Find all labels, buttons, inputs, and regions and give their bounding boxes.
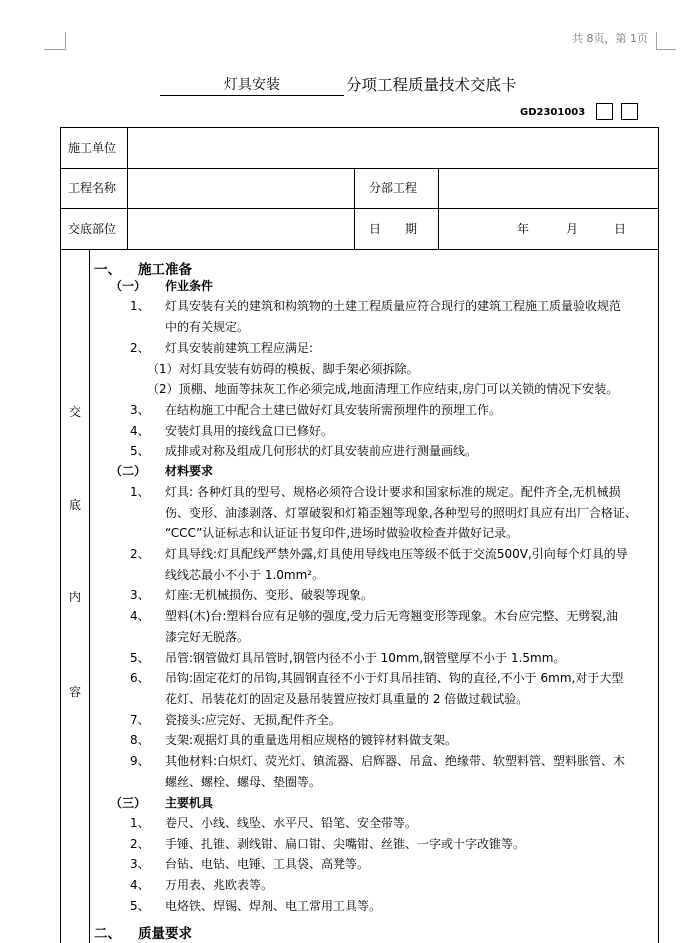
date-label: 日 期 <box>369 222 418 236</box>
date-day-label: 日 <box>614 222 627 236</box>
section-number: 一、 <box>94 262 121 278</box>
item-number: 7、 <box>130 713 150 727</box>
side-label-char: 底 <box>68 498 81 512</box>
item-number: 2、 <box>130 837 150 851</box>
subsection-heading: 主要机具 <box>165 796 214 810</box>
item-text: 灯具: 各种灯具的型号、规格必须符合设计要求和国家标准的规定。配件齐全,无机械损 <box>165 485 621 499</box>
item-text: 塑料(木)台:塑料台应有足够的强度,受力后无弯翘变形等现象。木台应完整、无劈裂,油 <box>165 609 619 623</box>
item-text: 中的有关规定。 <box>165 320 250 334</box>
page-indicator: 共 8页，第 1页 <box>572 32 648 45</box>
side-label-char: 内 <box>68 590 81 604</box>
divider <box>61 249 658 250</box>
title-subject-field: 灯具安装 <box>160 74 344 96</box>
item-number: 1、 <box>130 816 150 830</box>
item-number: 4、 <box>130 424 150 438</box>
item-text: 吊管:钢管做灯具吊管时,钢管内径不小于 10mm,钢管壁厚不小于 1.5mm。 <box>165 651 566 665</box>
subsection-number: （三） <box>110 796 147 810</box>
item-text: “CCC”认证标志和认证证书复印件,进场时做验收检查并做好记录。 <box>165 526 519 540</box>
divider <box>61 168 658 169</box>
item-number: 3、 <box>130 403 150 417</box>
divider <box>89 249 90 943</box>
title-main-text: 分项工程质量技术交底卡 <box>346 76 517 94</box>
checkbox-2[interactable] <box>621 103 638 120</box>
side-label-char: 容 <box>68 685 81 699</box>
item-number: 6、 <box>130 671 150 685</box>
item-text: 万用表、兆欧表等。 <box>165 878 274 892</box>
item-number: 3、 <box>130 588 150 602</box>
item-number: 2、 <box>130 547 150 561</box>
item-text: 螺丝、螺栓、螺母、垫圈等。 <box>165 775 322 789</box>
item-text: 灯具安装前建筑工程应满足: <box>165 341 314 355</box>
item-number: 8、 <box>130 733 150 747</box>
page-corner-mark-right <box>656 32 676 50</box>
item-number: 5、 <box>130 651 150 665</box>
subsection-number: （一） <box>110 279 147 293</box>
item-number: 4、 <box>130 878 150 892</box>
document-code: GD2301003 <box>520 107 586 118</box>
item-number: 4、 <box>130 609 150 623</box>
item-number: 5、 <box>130 899 150 913</box>
page-corner-mark-left <box>44 32 66 50</box>
item-text: 成排或对称及组成几何形状的灯具安装前应进行测量画线。 <box>165 444 478 458</box>
item-text: 灯具安装有关的建筑和构筑物的土建工程质量应符合现行的建筑工程施工质量验收规范 <box>165 299 622 313</box>
item-number: 1、 <box>130 485 150 499</box>
item-number: 2、 <box>130 341 150 355</box>
handover-part-label: 交底部位 <box>68 222 117 236</box>
subsection-heading: 作业条件 <box>165 279 214 293</box>
section-heading: 质量要求 <box>138 926 192 942</box>
date-month-label: 月 <box>566 222 579 236</box>
item-text: 吊钩:固定花灯的吊钩,其圆钢直径不小于灯具吊挂销、钩的直径,不小于 6mm,对于大型 <box>165 671 624 685</box>
handover-form <box>60 127 659 943</box>
sub-item-text: （1）对灯具安装有妨碍的模板、脚手架必须拆除。 <box>147 362 419 376</box>
divider <box>127 128 128 249</box>
item-text: 伤、变形、油漆剥落、灯罩破裂和灯箱歪翘等现象,各种型号的照明灯具应有出厂合格证、 <box>165 506 637 520</box>
item-text: 台钻、电钻、电锤、工具袋、高凳等。 <box>165 857 370 871</box>
item-text: 安装灯具用的接线盒口已修好。 <box>165 424 334 438</box>
subsection-heading: 材料要求 <box>165 464 214 478</box>
item-text: 线线芯最小不小于 1.0mm²。 <box>165 568 325 582</box>
item-text: 支架:观据灯具的重量选用相应规格的镀锌材料做支架。 <box>165 733 458 747</box>
item-text: 在结构施工中配合土建已做好灯具安装所需预埋件的预埋工作。 <box>165 403 502 417</box>
document-title <box>160 74 600 98</box>
item-text: 电烙铁、焊锡、焊剂、电工常用工具等。 <box>165 899 382 913</box>
project-name-label: 工程名称 <box>68 181 117 195</box>
section-number: 二、 <box>94 926 121 942</box>
sub-project-label: 分部工程 <box>369 181 418 195</box>
item-text: 灯座:无机械损伤、变形、破裂等现象。 <box>165 588 374 602</box>
side-label-char: 交 <box>68 405 81 419</box>
checkbox-1[interactable] <box>596 103 613 120</box>
sub-item-text: （2）顶棚、地面等抹灰工作必须完成,地面清理工作应结束,房门可以关锁的情况下安装。 <box>147 382 619 396</box>
item-number: 9、 <box>130 754 150 768</box>
item-text: 瓷接头:应完好、无损,配件齐全。 <box>165 713 341 727</box>
item-text: 灯具导线:灯具配线严禁外露,灯具使用导线电压等级不低于交流500V,引向每个灯具的导 <box>165 547 628 561</box>
construction-unit-label: 施工单位 <box>68 141 117 155</box>
item-text: 其他材料:白炽灯、荧光灯、镇流器、启辉器、吊盒、绝缘带、软塑料管、塑料胀管、木 <box>165 754 626 768</box>
item-text: 花灯、吊装花灯的固定及悬吊装置应按灯具重量的 2 倍做过载试验。 <box>165 692 529 706</box>
subsection-number: （二） <box>110 464 147 478</box>
item-number: 1、 <box>130 299 150 313</box>
item-number: 5、 <box>130 444 150 458</box>
section-heading: 施工准备 <box>138 262 192 278</box>
item-text: 卷尺、小线、线坠、水平尺、铅笔、安全带等。 <box>165 816 418 830</box>
date-year-label: 年 <box>517 222 530 236</box>
item-number: 3、 <box>130 857 150 871</box>
item-text: 手锤、扎锥、剥线钳、扁口钳、尖嘴钳、丝锥、一字或十字改锥等。 <box>165 837 526 851</box>
item-text: 漆完好无脱落。 <box>165 630 250 644</box>
